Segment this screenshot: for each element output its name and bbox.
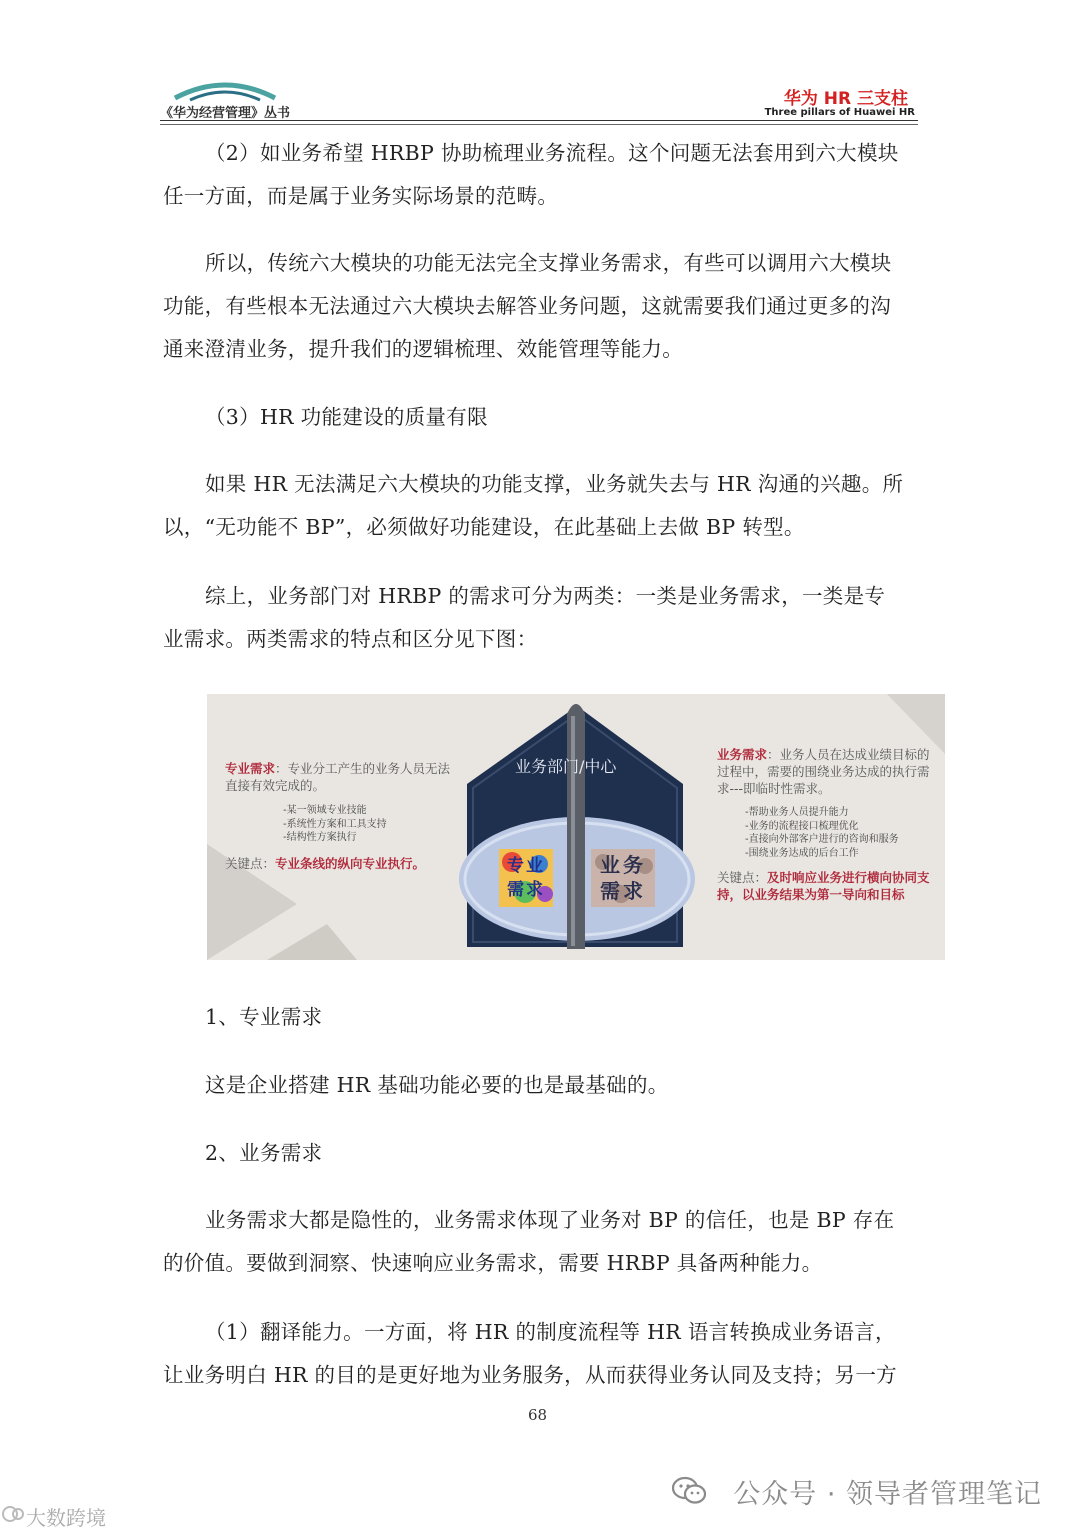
left-title: 专业需求 [225, 761, 276, 776]
watermark-right: 公众号 · 领导者管理笔记 [733, 1479, 1042, 1510]
right-key-label: 关键点： [717, 870, 768, 885]
paragraph: 2、业务需求 [205, 1141, 323, 1165]
right-key-text: 及时响应业务进行横向协同支持，以业务结果为第一导向和目标 [717, 870, 930, 902]
header-divider [160, 120, 918, 121]
right-desc: ：业务人员在达成业绩目标的过程中，需要的围绕业务达成的执行需求---即临时性需求。 [717, 747, 930, 796]
left-item: -结构性方案执行 [283, 832, 357, 843]
left-key-label: 关键点： [225, 855, 276, 871]
header-series: 《华为经营管理》丛书 [160, 106, 291, 121]
right-item: -帮助业务人员提升能力 [745, 807, 849, 818]
paragraph: 这是企业搭建 HR 基础功能必要的也是最基础的。 [205, 1073, 669, 1097]
house-label: 业务部门/中心 [515, 757, 617, 776]
watermark-left: 大数跨境 [26, 1506, 106, 1530]
paragraph: 综上，业务部门对 HRBP 的需求可分为两类：一类是业务需求，一类是专 业需求。两类需求的特点和区分见下图： [163, 584, 886, 651]
header-book-subtitle: Three pillars of Huawei HR [764, 107, 915, 118]
paragraph: （2）如业务希望 HRBP 协助梳理业务流程。这个问题无法套用到六大模块 任一方面，而是属于业务实际场景的范畴。 [163, 141, 899, 208]
left-item: -某一领域专业技能 [283, 805, 367, 816]
right-panel [717, 746, 933, 903]
badge-right: 业务需求 [600, 853, 646, 903]
left-item: -系统性方案和工具支持 [283, 818, 387, 830]
left-desc: ：专业分工产生的业务人员无法直接有效完成的。 [225, 761, 451, 793]
badge-left: 专业需求 [507, 856, 545, 900]
header-divider-thin [160, 124, 918, 125]
right-title: 业务需求 [717, 747, 768, 762]
left-panel [225, 760, 457, 872]
watermark-logo-icon [0, 1502, 26, 1526]
demand-figure [207, 694, 945, 960]
right-item: -围绕业务达成的后台工作 [745, 847, 859, 859]
header-book-title: 华为 HR 三支柱 [783, 89, 908, 109]
left-key-text: 专业条线的纵向专业执行。 [275, 855, 426, 871]
paragraph: 所以，传统六大模块的功能无法完全支撑业务需求，有些可以调用六大模块 功能，有些根本无法通过六大模块去解答业务问题，这就需要我们通过更多的沟 通来澄清业务，提升我们的逻辑梳理、效能管理等能力。 [163, 251, 892, 361]
right-item: -业务的流程接口梳理优化 [745, 820, 859, 832]
paragraph: 如果 HR 无法满足六大模块的功能支撑，业务就失去与 HR 沟通的兴趣。所 以，“无功能不 BP”，必须做好功能建设，在此基础上去做 BP 转型。 [163, 472, 904, 539]
paragraph: （1）翻译能力。一方面，将 HR 的制度流程等 HR 语言转换成业务语言， 让业务明白 HR 的目的是更好地为业务服务，从而获得业务认同及支持；另一方 [163, 1320, 897, 1387]
paragraph: 业务需求大都是隐性的，业务需求体现了业务对 BP 的信任，也是 BP 存在 的价值。要做到洞察、快速响应业务需求，需要 HRBP 具备两种能力。 [163, 1208, 895, 1275]
right-item: -直接向外部客户进行的咨询和服务 [745, 834, 899, 845]
series-logo-icon [170, 78, 280, 102]
paragraph: （3）HR 功能建设的质量有限 [205, 405, 488, 429]
wechat-icon [672, 1476, 706, 1506]
page-number: 68 [528, 1406, 548, 1424]
paragraph: 1、专业需求 [205, 1005, 323, 1029]
